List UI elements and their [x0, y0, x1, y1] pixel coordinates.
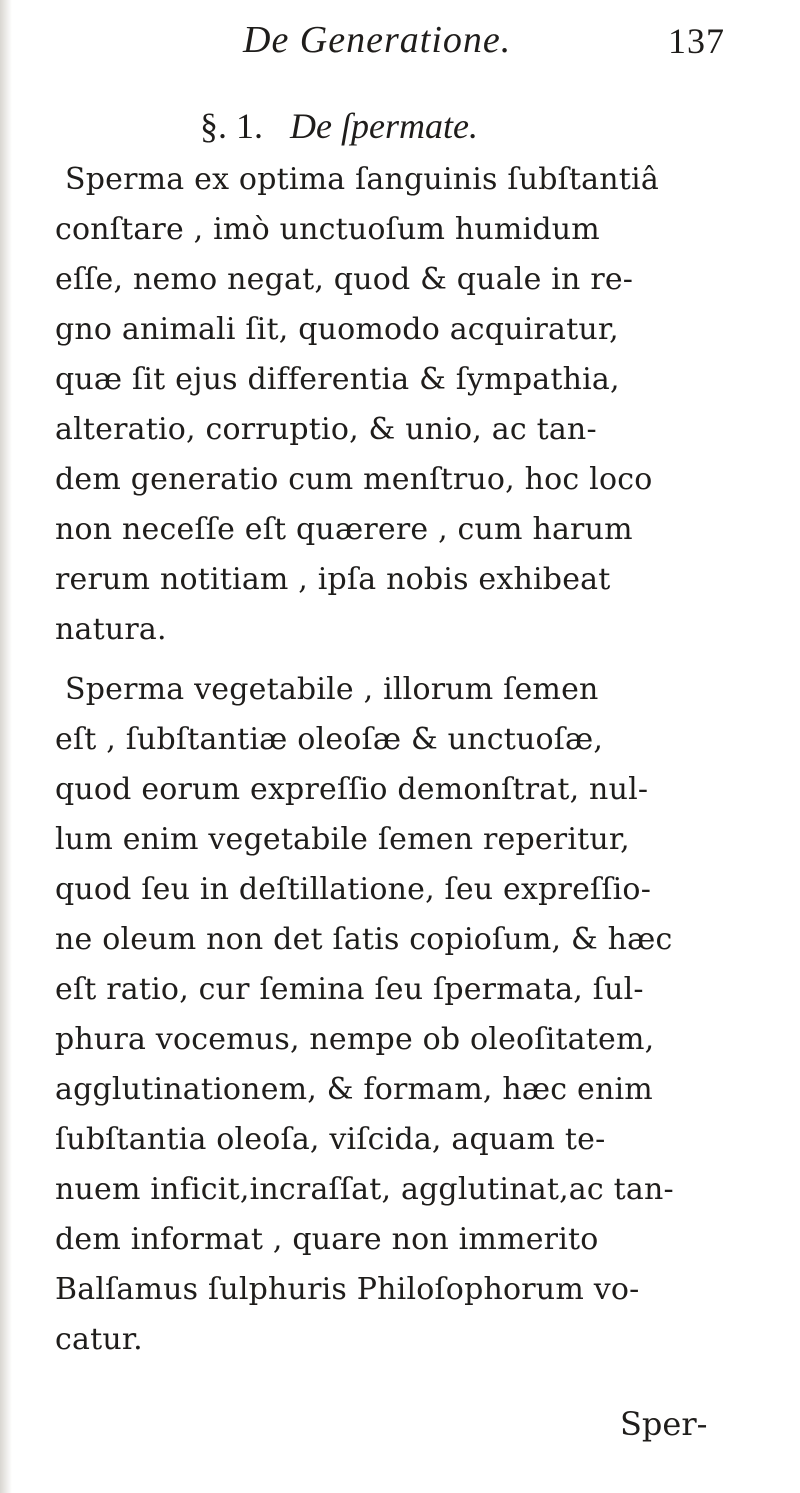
text-line: Sperma vegetabile , illorum ſemen [65, 672, 599, 707]
text-line: Balſamus ſulphuris Philoſophorum vo- [55, 1272, 640, 1307]
text-line: gno animali ſit, quomodo acquiratur, [55, 312, 619, 347]
page-gutter-shadow [0, 0, 12, 1493]
text-line: ne oleum non det ſatis copioſum, & hæc [55, 922, 673, 957]
text-line: natura. [55, 612, 167, 647]
running-head [0, 18, 800, 78]
text-line: rerum notitiam , ipſa nobis exhibeat [55, 562, 611, 597]
page-number: 137 [668, 21, 725, 61]
text-line: quod ſeu in deſtillatione, ſeu expreſſio- [55, 872, 652, 907]
text-line: Sperma ex optima ſanguinis ſubſtantiâ [65, 162, 659, 197]
section-title: De ſpermate. [290, 106, 478, 146]
text-line: lum enim vegetabile ſemen reperitur, [55, 822, 630, 857]
text-line: catur. [55, 1322, 143, 1357]
text-line: agglutinationem, & formam, hæc enim [55, 1072, 653, 1107]
running-title: De Generatione. [243, 19, 512, 61]
text-line: alteratio, corruptio, & unio, ac tan- [55, 412, 597, 447]
text-line: eſt ratio, cur ſemina ſeu ſpermata, ſul- [55, 972, 644, 1007]
text-line: phura vocemus, nempe ob oleoſitatem, [55, 1022, 655, 1057]
text-line: eſt , ſubſtantiæ oleoſæ & unctuoſæ, [55, 722, 604, 757]
section-number: §. 1. [200, 106, 263, 146]
text-line: quæ ſit ejus differentia & ſympathia, [55, 362, 620, 397]
text-line: quod eorum expreſſio demonſtrat, nul- [55, 772, 649, 807]
text-line: ſubſtantia oleoſa, viſcida, aquam te- [55, 1122, 606, 1157]
text-line: conſtare , imò unctuoſum humidum [55, 212, 600, 247]
text-line: dem informat , quare non immerito [55, 1222, 599, 1257]
text-line: non neceſſe eſt quærere , cum harum [55, 512, 633, 547]
text-line: eſſe, nemo negat, quod & quale in re- [55, 262, 634, 297]
catchword: Sper- [620, 1405, 708, 1443]
text-line: nuem inficit,incraſſat, agglutinat,ac tan- [55, 1172, 674, 1207]
text-line: dem generatio cum menſtruo, hoc loco [55, 462, 653, 497]
